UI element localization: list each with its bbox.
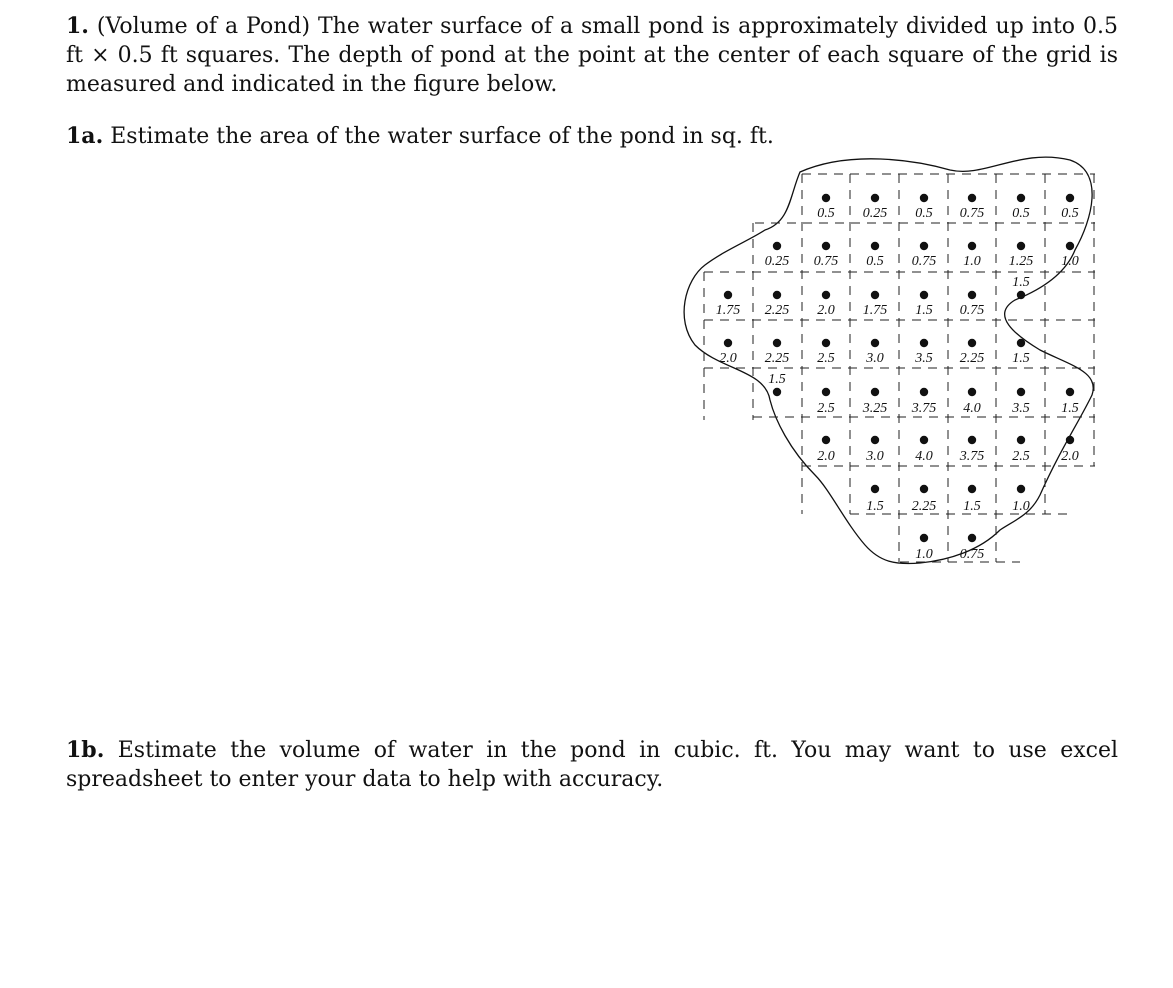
part-b-text: Estimate the volume of water in the pond in cubic. ft. You may want to use excel spreadsheet to enter your data to help with accuracy. bbox=[66, 738, 1119, 792]
depth-label: 1.5 bbox=[768, 372, 786, 387]
depth-label: 3.75 bbox=[959, 449, 985, 464]
depth-label: 1.0 bbox=[1012, 499, 1030, 514]
depth-point bbox=[968, 291, 976, 299]
depth-labels bbox=[716, 194, 1079, 562]
depth-point bbox=[1066, 242, 1074, 250]
depth-point bbox=[1017, 339, 1025, 347]
pond-figure bbox=[680, 150, 1100, 570]
depth-point bbox=[920, 291, 928, 299]
depth-label: 2.25 bbox=[911, 499, 937, 514]
depth-label: 0.5 bbox=[866, 254, 884, 269]
depth-point bbox=[871, 291, 879, 299]
depth-point bbox=[871, 194, 879, 202]
depth-label: 1.5 bbox=[866, 499, 884, 514]
depth-label: 4.0 bbox=[915, 449, 933, 464]
depth-label: 3.25 bbox=[862, 401, 888, 416]
depth-point bbox=[968, 534, 976, 542]
depth-point bbox=[1017, 485, 1025, 493]
depth-point bbox=[871, 436, 879, 444]
problem-statement bbox=[66, 12, 1118, 99]
depth-point bbox=[968, 339, 976, 347]
depth-point bbox=[871, 242, 879, 250]
depth-label: 0.75 bbox=[959, 206, 985, 221]
depth-point bbox=[773, 242, 781, 250]
depth-label: 0.75 bbox=[911, 254, 937, 269]
depth-label: 3.5 bbox=[915, 351, 933, 366]
problem-number: 1. bbox=[66, 13, 89, 39]
depth-point bbox=[1066, 194, 1074, 202]
depth-point bbox=[724, 339, 732, 347]
depth-label: 2.5 bbox=[817, 401, 835, 416]
depth-label: 2.25 bbox=[764, 351, 790, 366]
depth-label: 1.0 bbox=[1061, 254, 1079, 269]
depth-label: 1.0 bbox=[963, 254, 981, 269]
depth-point bbox=[822, 436, 830, 444]
depth-label: 1.75 bbox=[862, 303, 888, 318]
depth-point bbox=[822, 291, 830, 299]
part-b bbox=[66, 736, 1118, 794]
depth-label: 0.25 bbox=[862, 206, 888, 221]
depth-label: 3.5 bbox=[1012, 401, 1030, 416]
depth-point bbox=[920, 339, 928, 347]
depth-label: 1.0 bbox=[915, 547, 933, 562]
depth-label: 2.5 bbox=[817, 351, 835, 366]
depth-label: 0.5 bbox=[1012, 206, 1030, 221]
depth-label: 2.0 bbox=[719, 351, 737, 366]
depth-label: 2.5 bbox=[1012, 449, 1030, 464]
depth-label: 1.75 bbox=[715, 303, 741, 318]
depth-point bbox=[1017, 242, 1025, 250]
depth-label: 0.5 bbox=[1061, 206, 1079, 221]
depth-point bbox=[968, 388, 976, 396]
depth-point bbox=[822, 194, 830, 202]
depth-label: 2.25 bbox=[959, 351, 985, 366]
depth-label: 0.5 bbox=[915, 206, 933, 221]
depth-point bbox=[1017, 388, 1025, 396]
depth-label: 2.0 bbox=[817, 449, 835, 464]
part-b-label: 1b. bbox=[66, 737, 105, 763]
depth-point bbox=[1066, 436, 1074, 444]
part-a bbox=[66, 122, 1118, 151]
depth-point bbox=[724, 291, 732, 299]
depth-point bbox=[968, 242, 976, 250]
depth-label: 0.75 bbox=[959, 303, 985, 318]
problem-intro: (Volume of a Pond) The water surface of a small pond is approximately divided up into 0.5 ft × 0.5 ft squares. The depth of pond at the point at the center of each square of the grid is measured and indicated in the figure below. bbox=[66, 14, 1118, 97]
depth-point bbox=[871, 388, 879, 396]
depth-point bbox=[920, 534, 928, 542]
depth-point bbox=[822, 339, 830, 347]
depth-point bbox=[920, 485, 928, 493]
depth-point bbox=[871, 485, 879, 493]
depth-label: 0.25 bbox=[764, 254, 790, 269]
depth-point bbox=[968, 436, 976, 444]
depth-label: 0.75 bbox=[959, 547, 985, 562]
depth-label: 1.25 bbox=[1008, 254, 1034, 269]
depth-point bbox=[920, 388, 928, 396]
depth-label: 1.5 bbox=[1012, 351, 1030, 366]
depth-label: 3.75 bbox=[911, 401, 937, 416]
depth-point bbox=[968, 485, 976, 493]
depth-label: 2.25 bbox=[764, 303, 790, 318]
depth-point bbox=[773, 339, 781, 347]
depth-point bbox=[968, 194, 976, 202]
depth-point bbox=[1017, 194, 1025, 202]
depth-label: 3.0 bbox=[866, 449, 884, 464]
depth-point bbox=[871, 339, 879, 347]
depth-point bbox=[773, 388, 781, 396]
depth-label: 4.0 bbox=[963, 401, 981, 416]
part-a-label: 1a. bbox=[66, 123, 104, 149]
depth-label: 1.5 bbox=[1012, 275, 1030, 290]
depth-label: 2.0 bbox=[817, 303, 835, 318]
depth-point bbox=[920, 242, 928, 250]
depth-point bbox=[1017, 291, 1025, 299]
depth-point bbox=[822, 242, 830, 250]
depth-label: 3.0 bbox=[866, 351, 884, 366]
depth-point bbox=[920, 436, 928, 444]
depth-point bbox=[1017, 436, 1025, 444]
depth-label: 0.5 bbox=[817, 206, 835, 221]
depth-label: 1.5 bbox=[963, 499, 981, 514]
depth-point bbox=[1066, 388, 1074, 396]
depth-point bbox=[920, 194, 928, 202]
depth-label: 1.5 bbox=[915, 303, 933, 318]
depth-label: 0.75 bbox=[813, 254, 839, 269]
pond-outline bbox=[684, 157, 1093, 563]
depth-label: 1.5 bbox=[1061, 401, 1079, 416]
depth-label: 2.0 bbox=[1061, 449, 1079, 464]
depth-point bbox=[773, 291, 781, 299]
part-a-text: Estimate the area of the water surface of the pond in sq. ft. bbox=[110, 124, 774, 149]
depth-point bbox=[822, 388, 830, 396]
